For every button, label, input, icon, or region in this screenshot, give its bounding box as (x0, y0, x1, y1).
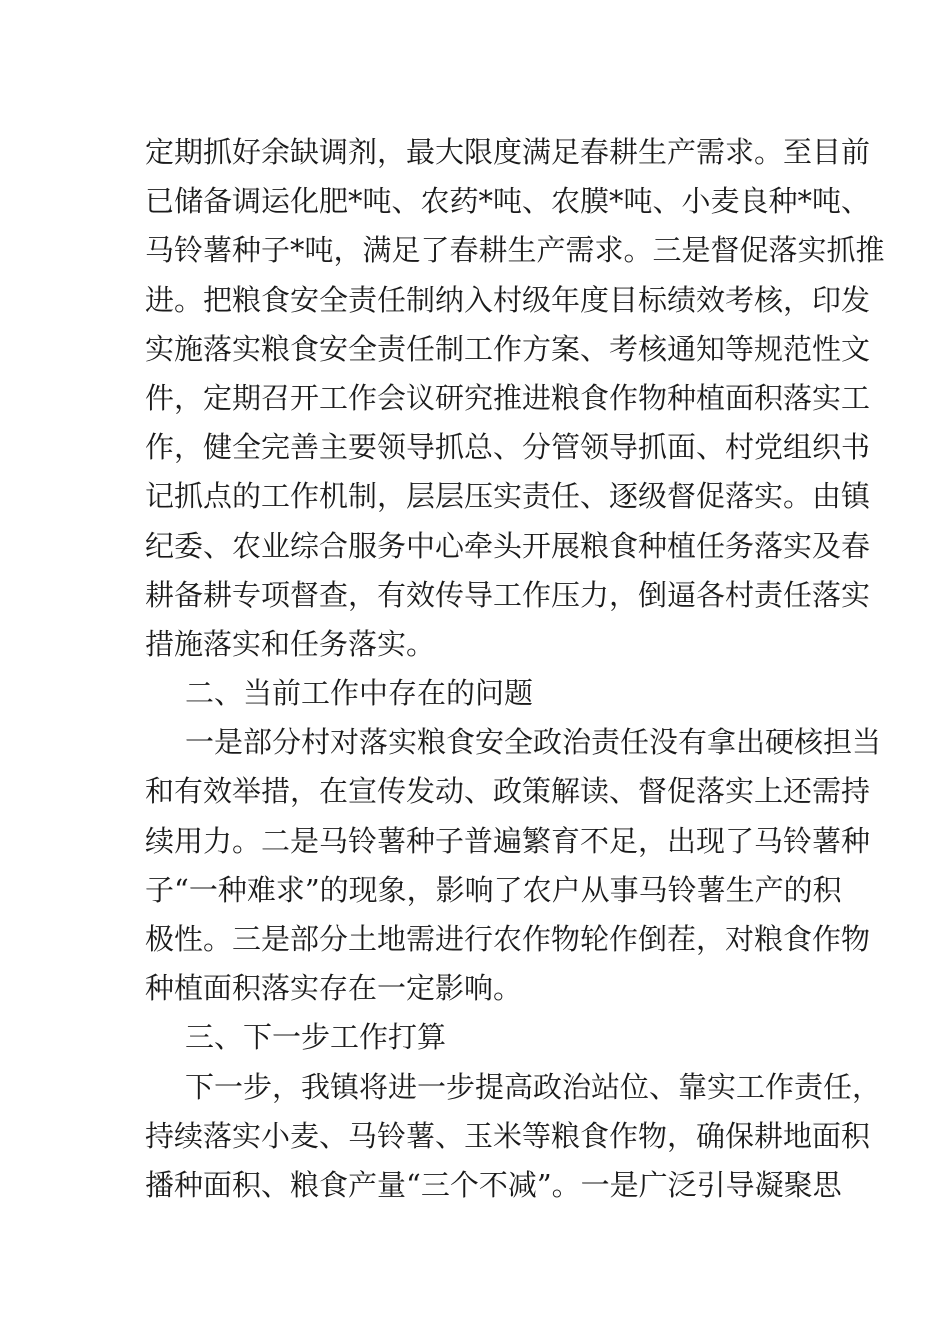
text-line: 纪委、农业综合服务中心牵头开展粮食种植任务落实及春 (145, 528, 871, 563)
text-line: 持续落实小麦、马铃薯、玉米等粮食作物，确保耕地面积 (145, 1118, 871, 1153)
text-line: 续用力。二是马铃薯种子普遍繁育不足，出现了马铃薯种 (145, 823, 871, 858)
text-line: 措施落实和任务落实。 (145, 626, 436, 661)
text-line: 马铃薯种子*吨，满足了春耕生产需求。三是督促落实抓推 (145, 233, 885, 268)
text-line: 种植面积落实存在一定影响。 (145, 971, 523, 1006)
text-line: 极性。三是部分土地需进行农作物轮作倒茬，对粮食作物 (145, 922, 871, 956)
text-line: 和有效举措，在宣传发动、政策解读、督促落实上还需持 (145, 774, 871, 809)
text-line: 件，定期召开工作会议研究推进粮食作物种植面积落实工 (145, 380, 871, 415)
text-line: 已储备调运化肥*吨、农药*吨、农膜*吨、小麦良种*吨、 (145, 184, 871, 219)
text-line: 耕备耕专项督查，有效传导工作压力，倒逼各村责任落实 (145, 577, 871, 612)
text-line: 作，健全完善主要领导抓总、分管领导抓面、村党组织书 (145, 430, 871, 465)
text-line: 实施落实粮食安全责任制工作方案、考核通知等规范性文 (145, 331, 871, 366)
text-line: 子“一种难求”的现象，影响了农户从事马铃薯生产的积 (145, 872, 842, 907)
paragraph-start: 一是部分村对落实粮食安全政治责任没有拿出硬核担当 (185, 725, 882, 760)
text-line: 进。把粮食安全责任制纳入村级年度目标绩效考核，印发 (145, 282, 871, 317)
text-line: 播种面积、粮食产量“三个不减”。一是广泛引导凝聚思 (145, 1167, 842, 1202)
text-line: 记抓点的工作机制，层层压实责任、逐级督促落实。由镇 (145, 479, 871, 514)
section-heading-3: 三、下一步工作打算 (185, 1020, 447, 1055)
paragraph-start: 下一步，我镇将进一步提高政治站位、靠实工作责任， (185, 1069, 882, 1104)
document-body (145, 128, 885, 1210)
section-heading-2: 二、当前工作中存在的问题 (185, 676, 534, 711)
text-line: 定期抓好余缺调剂，最大限度满足春耕生产需求。至目前 (145, 135, 871, 169)
